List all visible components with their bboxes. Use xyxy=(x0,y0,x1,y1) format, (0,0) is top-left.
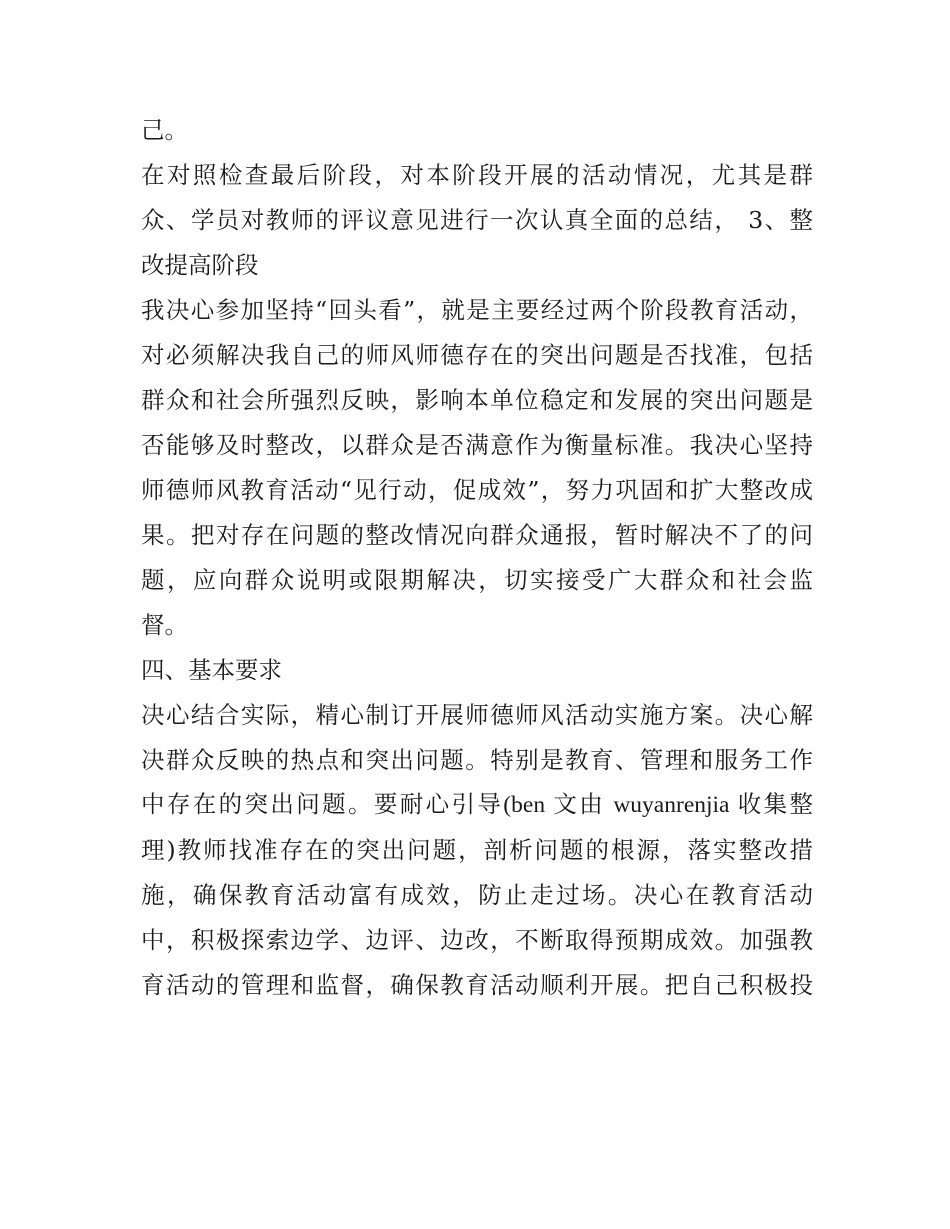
text-line: 我决心参加坚持“回头看”，就是主要经过两个阶段教育活动， xyxy=(141,296,813,324)
text-line: 题，应向群众说明或限期解决，切实接受广大群众和社会监 xyxy=(141,566,813,594)
text-line: 督。 xyxy=(141,611,188,639)
text-line: 群众和社会所强烈反映，影响本单位稳定和发展的突出问题是 xyxy=(141,386,813,414)
text-line: 对必须解决我自己的师风师德存在的突出问题是否找准，包括 xyxy=(141,341,813,369)
text-line: 师德师风教育活动“见行动，促成效”，努力巩固和扩大整改成 xyxy=(141,476,813,504)
text-line: 施，确保教育活动富有成效，防止走过场。决心在教育活动 xyxy=(141,881,813,909)
text-line: 决群众反映的热点和突出问题。特别是教育、管理和服务工作 xyxy=(141,746,813,774)
section-heading: 改提高阶段 xyxy=(141,251,259,279)
text-line: 中，积极探索边学、边评、边改，不断取得预期成效。加强教 xyxy=(141,926,813,954)
text-line: 中存在的突出问题。要耐心引导(ben 文由 wuyanrenjia 收集整 xyxy=(141,792,813,818)
text-line: 否能够及时整改，以群众是否满意作为衡量标准。我决心坚持 xyxy=(141,431,813,459)
document-body xyxy=(141,108,813,1008)
text-line: 己。 xyxy=(141,116,188,144)
text-line: 理)教师找准存在的突出问题，剖析问题的根源，落实整改措 xyxy=(141,836,813,864)
text-line: 众、学员对教师的评议意见进行一次认真全面的总结， 3、整 xyxy=(141,206,813,234)
text-line: 育活动的管理和监督，确保教育活动顺利开展。把自己积极投 xyxy=(141,971,813,999)
text-line: 决心结合实际，精心制订开展师德师风活动实施方案。决心解 xyxy=(141,701,813,729)
text-line: 在对照检查最后阶段，对本阶段开展的活动情况，尤其是群 xyxy=(141,161,813,189)
section-heading: 四、基本要求 xyxy=(141,656,282,684)
text-line: 果。把对存在问题的整改情况向群众通报，暂时解决不了的问 xyxy=(141,521,813,549)
